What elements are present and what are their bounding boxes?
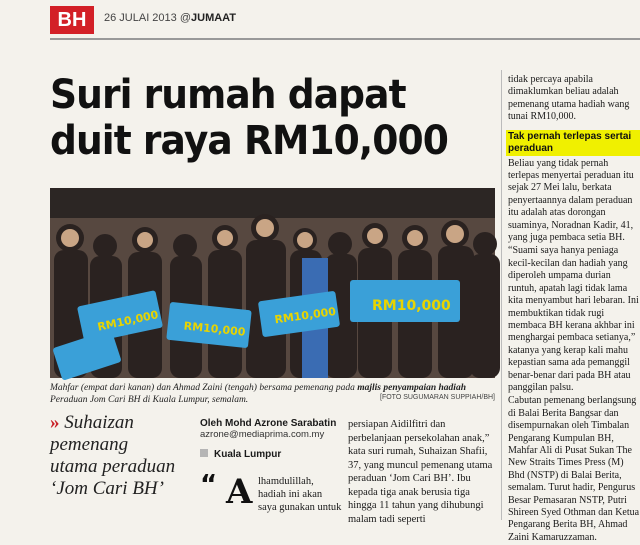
caption-bold: majlis penyampaian hadiah <box>357 383 466 393</box>
paragraph-4: Cabutan pemenang berlangsung di Balai Berita Bangsar dan disempurnakan oleh Timbalan Pengarang Kumpulan BH, Mahfar Ali di Pusat Sukan The New Straits Times Press (M) Bhd (NSTP) di Balai Berita, semalam. Turut hadir, Pengurus Besar Pemasaran NSTP, Putri Shireen Syed Othman dan Ketua Pengarang Berita BH, Ahmad Zaini Kamaruzzaman. <box>508 395 640 543</box>
headline <box>50 72 468 164</box>
photo-credit: [FOTO SUGUMARAN SUPPIAH/BH] <box>380 394 495 401</box>
issue-day: JUMAAT <box>191 12 237 24</box>
paragraph-3: “Suami saya hanya peniaga kecil-kecilan dan hadiah yang diperoleh umpama durian runtuh, apatah lagi tidak lama kita menyambut hari lebaran. Ini membuktikan tidak rugi membaca BH kerana akhbar ini menghargai pembaca setianya,” katanya yang kerap kali mahu kepastian sama ada pemanggil benar-benar dari pada BH atau panggilan palsu. <box>508 245 639 393</box>
pull-quote <box>50 412 180 500</box>
headline-line-2: duit raya RM10,000 <box>50 118 448 164</box>
caption-text-1: Mahfar (empat dari kanan) dan Ahmad Zaini (tengah) bersama pemenang pada <box>50 383 358 393</box>
news-photo <box>50 188 495 378</box>
board-amount-2: RM10,000 <box>183 319 246 339</box>
square-bullet-icon <box>200 449 208 457</box>
headline-line-1: Suri rumah dapat <box>50 72 406 118</box>
board-amount-3: RM10,000 <box>273 304 337 327</box>
byline <box>200 418 340 460</box>
paragraph-2: Beliau yang tidak pernah terlepas menyertai peraduan itu sejak 27 Mei lalu, berkata penyertaannya dalam peraduan itu adalah atas dorongan suaminya, Noradnan Kadir, 41, yang juga pembaca setia BH. <box>508 157 634 244</box>
subheading: Tak pernah terlepas sertai peraduan <box>506 130 640 156</box>
lede-text: lhamdulillah, hadiah ini akan saya gunakan untuk <box>258 476 342 513</box>
dateline-place: Kuala Lumpur <box>200 449 340 460</box>
author-name: Oleh Mohd Azrone Sarabatin <box>200 418 337 429</box>
paragraph-1: tidak percaya apabila dimaklumkan beliau adalah pemenang utama hadiah wang tunai RM10,000. <box>508 74 630 123</box>
board-amount-4: RM10,000 <box>372 298 451 314</box>
column-rule <box>501 70 502 520</box>
photo-illustration <box>50 188 495 378</box>
body-column-3 <box>508 74 640 545</box>
body-column-2: persiapan Aidilfitri dan perbelanjaan persekolahan anak,” kata suri rumah, Suhaizan Shafii, 37, yang muncul pemenang utama peraduan ‘Jom Cari BH’. Ibu kepada tiga anak berusia tiga hingga 11 tahun yang dihubungi malam tadi seperti <box>348 419 493 525</box>
board-amount-1: RM10,000 <box>96 308 160 334</box>
issue-date: 26 JULAI 2013 <box>104 12 177 24</box>
masthead-rule <box>50 38 640 40</box>
pull-quote-mark: » <box>50 412 60 433</box>
caption-text-2: Peraduan Jom Cari BH di Kuala Lumpur, semalam. <box>50 395 249 405</box>
author-email: azrone@mediaprima.com.my <box>200 429 325 440</box>
dateline <box>104 12 236 24</box>
at-icon: @ <box>179 12 192 24</box>
drop-cap: A <box>226 472 253 512</box>
bh-logo: BH <box>50 6 94 34</box>
open-quote-icon: “ <box>200 470 218 500</box>
pull-quote-text: Suhaizan pemenang utama peraduan ‘Jom Cari BH’ <box>50 412 176 499</box>
